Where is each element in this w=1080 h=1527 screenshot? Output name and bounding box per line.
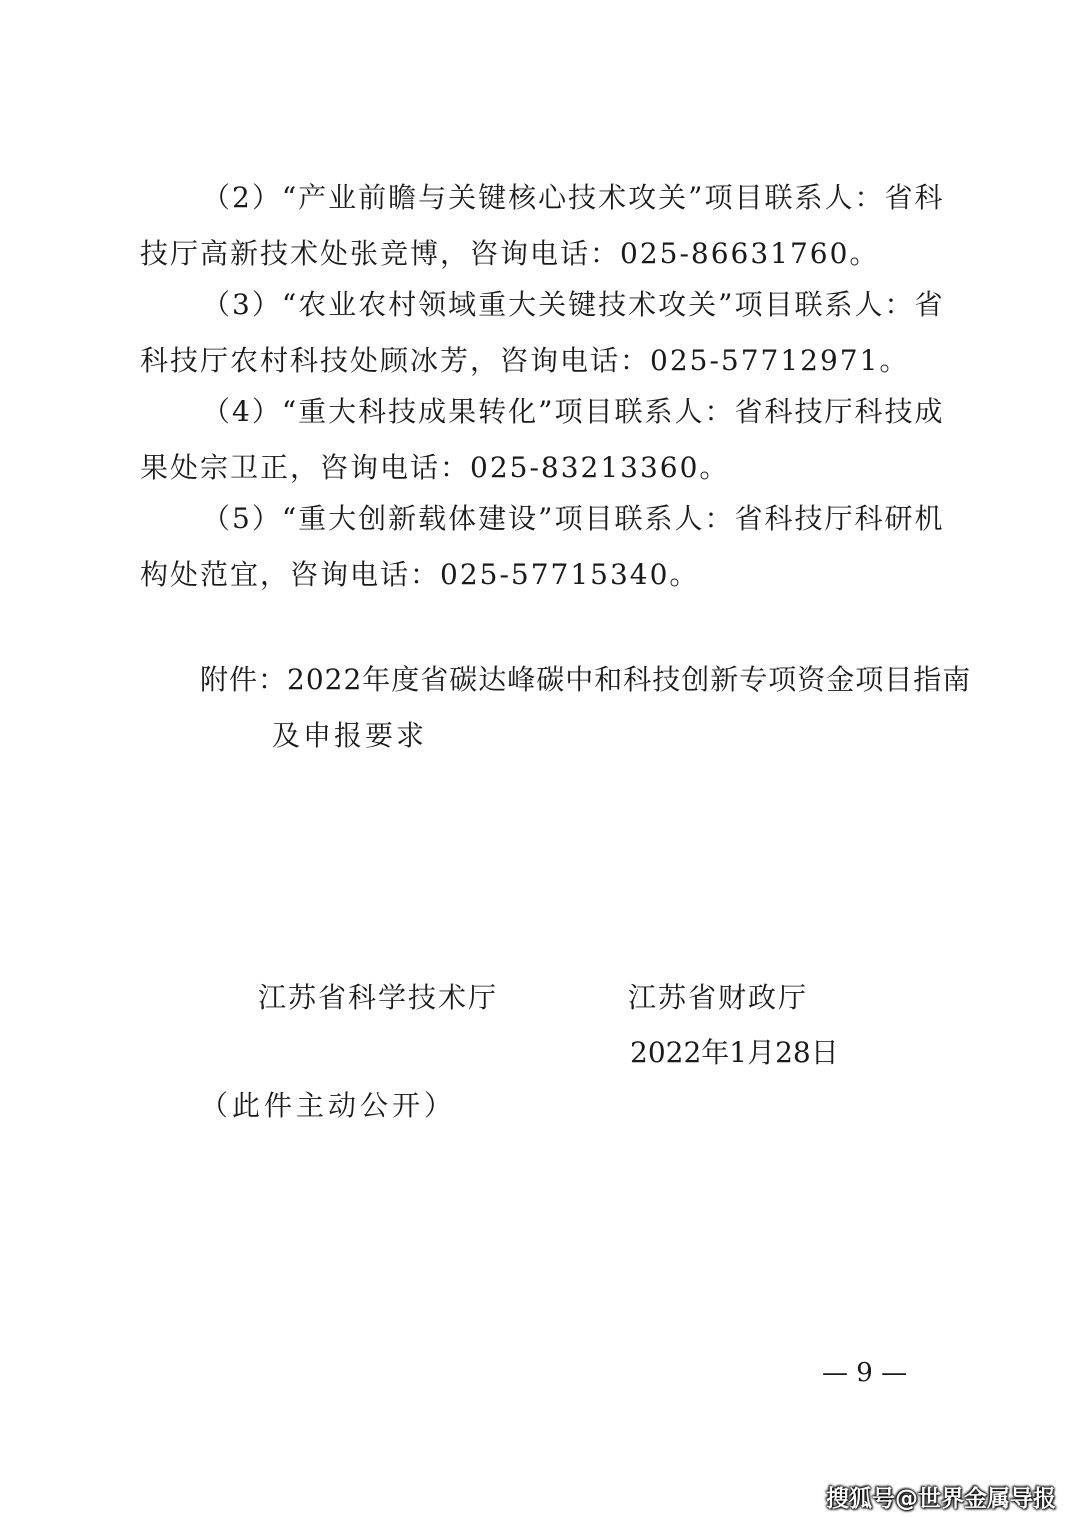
contact-item-4-line-2: 果处宗卫正，咨询电话：025-83213360。 [140, 451, 730, 484]
contact-item-4 [140, 384, 945, 496]
contact-item-3-line-2: 科技厅农村科技处顾冰芳，咨询电话：025-57712971。 [140, 344, 910, 377]
contact-item-2-line-2: 技厅高新技术处张竞博，咨询电话：025-86631760。 [140, 237, 880, 270]
attachment-line-1: 附件：2022年度省碳达峰碳中和科技创新专项资金项目指南 [200, 663, 972, 696]
watermark-text: 搜狐号@世界金属导报 [826, 1486, 1056, 1512]
contact-item-4-line-1: （4）“重大科技成果转化”项目联系人：省科技厅科技成 [202, 395, 945, 428]
contact-item-5-line-1: （5）“重大创新载体建设”项目联系人：省科技厅科研机 [202, 502, 945, 535]
contact-item-5-line-2: 构处范宜，咨询电话：025-57715340。 [140, 558, 700, 591]
signature-date: 2022年1月28日 [630, 1036, 839, 1069]
page-number: — 9 — [822, 1358, 908, 1388]
contact-item-3-line-1: （3）“农业农村领域重大关键技术攻关”项目联系人：省 [202, 288, 945, 321]
public-disclosure-note: （此件主动公开） [200, 1089, 457, 1122]
contact-item-2-line-1: （2）“产业前瞻与关键核心技术攻关”项目联系人：省科 [202, 181, 945, 214]
contact-item-3 [140, 277, 945, 389]
signature-finance-dept: 江苏省财政厅 [628, 981, 809, 1014]
attachment-line-2: 及申报要求 [272, 719, 428, 752]
contact-item-2 [140, 170, 945, 282]
contact-item-5 [140, 491, 945, 603]
attachment-note [200, 652, 972, 764]
signature-science-dept: 江苏省科学技术厅 [258, 981, 499, 1014]
